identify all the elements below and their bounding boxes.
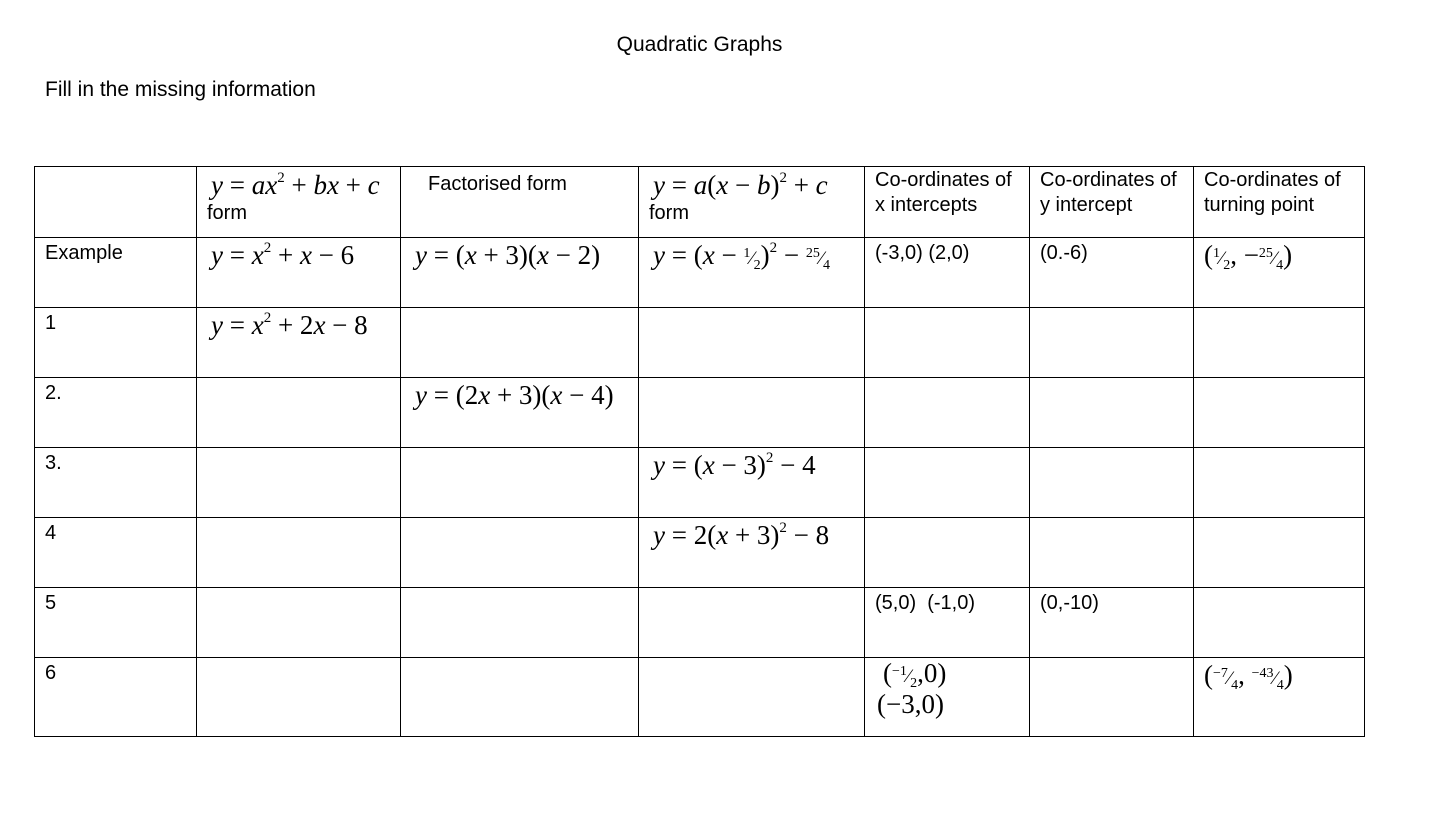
header-turning-point [1194, 167, 1365, 238]
row-label: 1 [45, 312, 57, 334]
vertex-form-cell[interactable] [639, 238, 865, 308]
vertex-form-equation: $y = 2(x + 3)^2 - 8$ [653, 520, 830, 550]
y-intercept-cell[interactable] [1030, 518, 1194, 588]
turning-point-cell[interactable] [1194, 308, 1365, 378]
factorised-cell[interactable] [401, 238, 639, 308]
turning-point-value: ($^1⁄_2$, $-^{25}⁄_4$) [1204, 240, 1293, 273]
vertex-form-cell[interactable] [639, 378, 865, 448]
vertex-form-equation: $y = (x - ^1⁄_2)^2$ − $^{25}⁄_4$ [653, 240, 831, 273]
factorised-equation: y = (2x + 3)(x − 4) [415, 380, 614, 410]
table-row [35, 238, 1365, 308]
row-label-cell [35, 378, 197, 448]
standard-form-cell[interactable] [197, 238, 401, 308]
row-label: 4 [45, 522, 57, 544]
x-intercepts-cell[interactable] [865, 238, 1030, 308]
turning-point-cell[interactable] [1194, 518, 1365, 588]
x-intercepts-cell[interactable] [865, 448, 1030, 518]
turning-point-cell[interactable] [1194, 448, 1365, 518]
table-row [35, 308, 1365, 378]
vertex-form-cell[interactable] [639, 588, 865, 658]
row-label-cell [35, 308, 197, 378]
row-label-cell [35, 588, 197, 658]
factorised-cell[interactable] [401, 378, 639, 448]
row-label-cell [35, 518, 197, 588]
turning-point-label: Co-ordinates of turning point [1204, 169, 1341, 216]
standard-form-cell[interactable] [197, 308, 401, 378]
y-intercept-cell[interactable] [1030, 308, 1194, 378]
vertex-form-equation: $y = (x - 3)^2 - 4$ [653, 450, 816, 480]
x-intercepts-cell[interactable] [865, 658, 1030, 737]
vertex-form-cell[interactable] [639, 308, 865, 378]
standard-form-cell[interactable] [197, 448, 401, 518]
vertex-form-cell[interactable] [639, 518, 865, 588]
factorised-cell[interactable] [401, 308, 639, 378]
y-intercept-cell[interactable] [1030, 588, 1194, 658]
vertex-form-cell[interactable] [639, 658, 865, 737]
header-empty [35, 167, 197, 238]
table-row [35, 378, 1365, 448]
row-label-cell [35, 658, 197, 737]
x-intercepts-cell[interactable] [865, 308, 1030, 378]
x-intercepts-cell[interactable] [865, 588, 1030, 658]
table-row [35, 658, 1365, 737]
table-row [35, 588, 1365, 658]
factorised-cell[interactable] [401, 448, 639, 518]
row-label-cell [35, 448, 197, 518]
row-label: Example [45, 242, 123, 264]
header-factorised [401, 167, 639, 238]
y-intercept-cell[interactable] [1030, 658, 1194, 737]
y-intercept-cell[interactable] [1030, 378, 1194, 448]
header-x-intercepts [865, 167, 1030, 238]
factorised-label: Factorised form [428, 173, 567, 195]
factorised-cell[interactable] [401, 588, 639, 658]
standard-form-cell[interactable] [197, 378, 401, 448]
standard-form-equation: $y = x^2 + x - 6$ [211, 240, 355, 270]
x-intercepts-value: (-3,0) (2,0) [875, 242, 970, 264]
x-intercepts-label: Co-ordinates of x intercepts [875, 169, 1012, 216]
turning-point-cell[interactable] [1194, 658, 1365, 737]
turning-point-value: ($^{-7}⁄_4$, $^{-43}⁄_4$) [1204, 660, 1293, 693]
standard-form-cell[interactable] [197, 588, 401, 658]
x-intercepts-cell[interactable] [865, 518, 1030, 588]
y-intercept-value: (0.-6) [1040, 242, 1088, 264]
x-intercepts-value: (5,0) (-1,0) [875, 592, 976, 614]
quadratic-table [34, 166, 1365, 737]
turning-point-cell[interactable] [1194, 588, 1365, 658]
vertex-form-label: form [649, 202, 689, 225]
instruction-text: Fill in the missing information [45, 78, 316, 101]
y-intercept-cell[interactable] [1030, 238, 1194, 308]
header-standard-form [197, 167, 401, 238]
standard-form-cell[interactable] [197, 518, 401, 588]
turning-point-cell[interactable] [1194, 378, 1365, 448]
row-label: 5 [45, 592, 57, 614]
page-title: Quadratic Graphs [616, 33, 783, 56]
turning-point-cell[interactable] [1194, 238, 1365, 308]
header-vertex-form [639, 167, 865, 238]
y-intercept-value: (0,-10) [1040, 592, 1099, 614]
x-intercept-2: (−3,0) [877, 689, 944, 720]
y-intercept-cell[interactable] [1030, 448, 1194, 518]
header-y-intercept [1030, 167, 1194, 238]
vertex-form-equation: $y = a(x - b)^2 + c$ [653, 170, 828, 200]
standard-form-label: form [207, 202, 247, 225]
x-intercepts-cell[interactable] [865, 378, 1030, 448]
row-label: 6 [45, 662, 57, 684]
table-row [35, 518, 1365, 588]
row-label-cell [35, 238, 197, 308]
factorised-equation: y = (x + 3)(x − 2) [415, 240, 601, 270]
standard-form-equation: $y = x^2 + 2x - 8$ [211, 310, 368, 340]
x-intercept-1: $(^{-1}⁄_2,0)$ [883, 658, 947, 691]
table-row [35, 448, 1365, 518]
factorised-cell[interactable] [401, 658, 639, 737]
standard-form-cell[interactable] [197, 658, 401, 737]
factorised-cell[interactable] [401, 518, 639, 588]
header-row [35, 167, 1365, 238]
y-intercept-label: Co-ordinates of y intercept [1040, 169, 1177, 216]
standard-form-equation: $y = ax^2$ + bx + c [211, 170, 380, 200]
vertex-form-cell[interactable] [639, 448, 865, 518]
row-label: 2. [45, 382, 62, 404]
row-label: 3. [45, 452, 62, 474]
